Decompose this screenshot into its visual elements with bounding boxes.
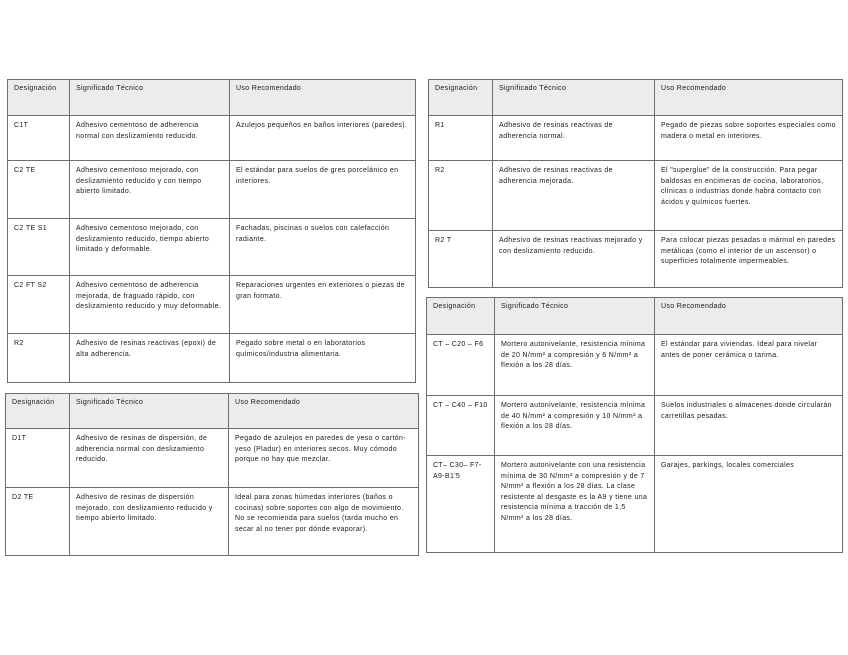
table-header-row xyxy=(429,80,843,116)
cell-significado: Adhesivo de resinas reactivas (epoxi) de alta adherencia. xyxy=(70,334,230,383)
table-header-row xyxy=(6,394,419,429)
cell-significado: Adhesivo de resinas de dispersión, de adherencia normal con deslizamiento reducido. xyxy=(70,429,229,488)
cell-uso: El estándar para suelos de gres porcelánico en interiores. xyxy=(230,161,416,219)
morteros-autonivelantes-table xyxy=(426,297,843,553)
cell-designacion: CT – C40 – F10 xyxy=(427,396,495,456)
cell-designacion: CT– C30– F7-A9-B1'5 xyxy=(427,456,495,553)
header-designacion: Designación xyxy=(6,394,70,429)
cell-uso: Pegado de piezas sobre soportes especiales como madera o metal en interiores. xyxy=(655,116,843,161)
cell-uso: Garajes, parkings, locales comerciales xyxy=(655,456,843,553)
table-row xyxy=(429,231,843,288)
table-row xyxy=(427,456,843,553)
table-row xyxy=(6,429,419,488)
table-row xyxy=(427,396,843,456)
header-significado-tecnico: Significado Técnico xyxy=(495,298,655,335)
header-designacion: Designación xyxy=(8,80,70,116)
table-row xyxy=(8,276,416,334)
header-designacion: Designación xyxy=(427,298,495,335)
cell-uso: Para colocar piezas pesadas o mármol en paredes metálicas (como el interior de un ascensor) o superficies totalmente impermeables. xyxy=(655,231,843,288)
cell-uso: Azulejos pequeños en baños interiores (paredes). xyxy=(230,116,416,161)
table-row xyxy=(429,161,843,231)
cell-uso: Fachadas, piscinas o suelos con calefacción radiante. xyxy=(230,219,416,276)
adhesivos-cementosos-table xyxy=(7,79,416,383)
table-row xyxy=(429,116,843,161)
cell-significado: Adhesivo cementoso de adherencia mejorada, de fraguado rápido, con deslizamiento reducido y muy deformable. xyxy=(70,276,230,334)
cell-significado: Adhesivo de resinas de dispersión mejorado, con deslizamiento reducido y tiempo abierto limitado. xyxy=(70,488,229,556)
table-header-row xyxy=(427,298,843,335)
cell-significado: Adhesivo cementoso de adherencia normal con deslizamiento reducido. xyxy=(70,116,230,161)
cell-significado: Adhesivo cementoso mejorado, con deslizamiento reducido, tiempo abierto limitado y deformable. xyxy=(70,219,230,276)
cell-significado: Adhesivo de resinas reactivas de adherencia normal. xyxy=(493,116,655,161)
cell-uso: Reparaciones urgentes en exteriores o piezas de gran formato. xyxy=(230,276,416,334)
adhesivos-dispersion-table xyxy=(5,393,419,556)
cell-significado: Mortero autonivelante con una resistencia mínima de 30 N/mm² a compresión y de 7 N/mm² a flexión a los 28 días. La clase resistente al desgaste es la A9 y tiene una resistencia mínima a tracción de 1,5 N/mm² a los 28 días. xyxy=(495,456,655,553)
table-row xyxy=(8,116,416,161)
cell-designacion: C1T xyxy=(8,116,70,161)
cell-significado: Mortero autonivelante, resistencia mínima de 40 N/mm² a compresión y 10 N/mm² a flexión a los 28 días. xyxy=(495,396,655,456)
cell-uso: El "superglue" de la construcción. Para pegar baldosas en encimeras de cocina, laboratorios, clínicas o industrias donde habrá contacto con ácidos y químicos fuertes. xyxy=(655,161,843,231)
cell-significado: Adhesivo de resinas reactivas mejorado y con deslizamiento reducido. xyxy=(493,231,655,288)
cell-designacion: R1 xyxy=(429,116,493,161)
cell-uso: Suelos industriales o almacenes donde circularán carretillas pesadas. xyxy=(655,396,843,456)
adhesivos-resinas-reactivas-table xyxy=(428,79,843,288)
cell-significado: Adhesivo de resinas reactivas de adherencia mejorada. xyxy=(493,161,655,231)
header-significado-tecnico: Significado Técnico xyxy=(493,80,655,116)
cell-uso: Pegado de azulejos en paredes de yeso o cartón-yeso (Pladur) en interiores secos. Muy cómodo porque no hay que mezclar. xyxy=(229,429,419,488)
table-row xyxy=(8,334,416,383)
header-designacion: Designación xyxy=(429,80,493,116)
header-uso-recomendado: Uso Recomendado xyxy=(230,80,416,116)
table-row xyxy=(8,219,416,276)
cell-designacion: R2 xyxy=(8,334,70,383)
cell-designacion: R2 xyxy=(429,161,493,231)
cell-designacion: D2 TE xyxy=(6,488,70,556)
cell-uso: El estándar para viviendas. Ideal para nivelar antes de poner cerámica o tarima. xyxy=(655,335,843,396)
cell-designacion: C2 TE xyxy=(8,161,70,219)
table-row xyxy=(8,161,416,219)
header-significado-tecnico: Significado Técnico xyxy=(70,80,230,116)
header-uso-recomendado: Uso Recomendado xyxy=(655,298,843,335)
cell-uso: Pegado sobre metal o en laboratorios químicos/industria alimentaria. xyxy=(230,334,416,383)
table-header-row xyxy=(8,80,416,116)
header-uso-recomendado: Uso Recomendado xyxy=(229,394,419,429)
cell-significado: Mortero autonivelante, resistencia mínima de 20 N/mm² a compresión y 6 N/mm² a flexión a los 28 días. xyxy=(495,335,655,396)
header-uso-recomendado: Uso Recomendado xyxy=(655,80,843,116)
cell-significado: Adhesivo cementoso mejorado, con deslizamiento reducido y con tiempo abierto limitado. xyxy=(70,161,230,219)
table-row xyxy=(6,488,419,556)
cell-designacion: CT – C20 – F6 xyxy=(427,335,495,396)
cell-designacion: R2 T xyxy=(429,231,493,288)
cell-uso: Ideal para zonas húmedas interiores (baños o cocinas) sobre soportes con algo de movimiento. No se recomienda para suelos (tarda mucho en secar al no tener por dónde evaporar). xyxy=(229,488,419,556)
cell-designacion: C2 FT S2 xyxy=(8,276,70,334)
cell-designacion: D1T xyxy=(6,429,70,488)
cell-designacion: C2 TE S1 xyxy=(8,219,70,276)
table-row xyxy=(427,335,843,396)
header-significado-tecnico: Significado Técnico xyxy=(70,394,229,429)
